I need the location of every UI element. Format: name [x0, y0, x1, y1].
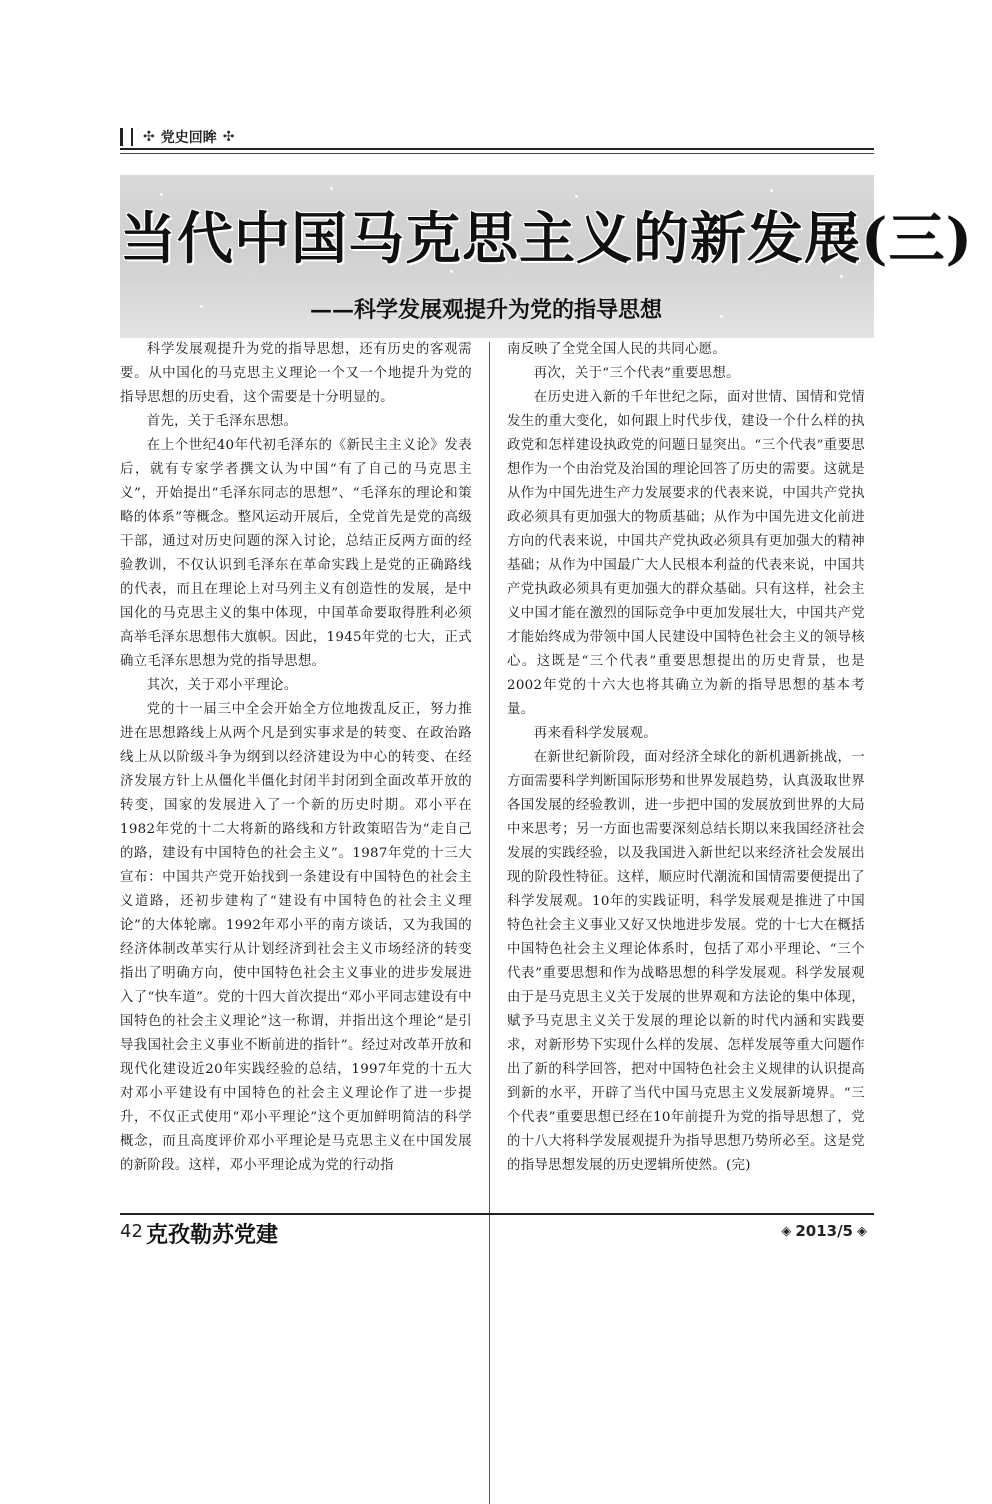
diamond-ornament-icon: ◈ [781, 1223, 792, 1239]
section-tag [120, 127, 234, 147]
article-column-left [120, 338, 472, 1178]
article-title: 当代中国马克思主义的新发展(三) [120, 206, 973, 272]
cross-ornament-icon: ✣ [143, 129, 155, 145]
header-rule-thin [120, 153, 874, 154]
paragraph: 南反映了全党全国人民的共同心愿。 [507, 342, 727, 357]
article-subtitle: ——科学发展观提升为党的指导思想 [310, 297, 663, 323]
header-rule [120, 148, 874, 150]
paragraph: 在历史进入新的千年世纪之际，面对世情、国情和党情发生的重大变化，如何跟上时代步伐，建设一个什么样的执政党和怎样建设执政党的问题日显突出。“三个代表”重要思想作为一个由治党及治国的理论回答了历史的需要。这就是从作为中国先进生产力发展要求的代表来说，中国共产党执政必须具有更加强大的物质基础；从作为中国先进文化前进方向的代表来说，中国共产党执政必须具有更加强大的精神基础；从作为中国最广大人民根本利益的代表来说，中国共产党执政必须具有更加强大的群众基础。只有这样，社会主义中国才能在激烈的国际竞争中更加发展壮大，中国共产党才能始终成为带领中国人民建设中国特色社会主义的领导核心。这既是“三个代表”重要思想提出的历史背景，也是2002年党的十六大也将其确立为新的指导思想的基本考量。 [507, 390, 865, 717]
section-label: 党史回眸 [160, 130, 217, 146]
title-banner [120, 175, 973, 338]
diamond-ornament-icon: ◈ [857, 1223, 867, 1239]
tag-bar-icon [120, 128, 123, 146]
paragraph: 其次，关于邓小平理论。 [146, 678, 298, 693]
page-number: 42 [120, 1221, 143, 1242]
paragraph: 在新世纪新阶段，面对经济全球化的新机遇新挑战，一方面需要科学判断国际形势和世界发展趋势，认真汲取世界各国发展的经验教训，进一步把中国的发展放到世界的大局中来思考；另一方面也需要深刻总结长期以来我国经济社会发展的实践经验，以及我国进入新世纪以来经济社会发展出现的阶段性特征。这样，顺应时代潮流和国情需要便提出了科学发展观。10年的实践证明，科学发展观是推进了中国特色社会主义事业又好又快地进步发展。党的十七大在概括中国特色社会主义理论体系时，包括了邓小平理论、“三个代表”重要思想和作为战略思想的科学发展观。科学发展观由于是马克思主义关于发展的世界观和方法论的集中体现，赋予马克思主义关于发展的理论以新的时代内涵和实践要求，对新形势下实现什么样的发展、怎样发展等重大问题作出了新的科学回答，把对中国特色社会主义规律的认识提高到新的水平，开辟了当代中国马克思主义发展新境界。“三个代表”重要思想已经在10年前提升为党的指导思想了，党的十八大将科学发展观提升为指导思想乃势所必至。这是党的指导思想发展的历史逻辑所使然。(完) [507, 750, 865, 1173]
issue-label [781, 1222, 867, 1240]
magazine-name: 克孜勒苏党建 [146, 1222, 279, 1248]
paragraph: 再次，关于“三个代表”重要思想。 [533, 366, 740, 381]
cross-ornament-icon: ✣ [222, 129, 235, 145]
footer-rule [120, 1213, 874, 1215]
article-column-right [507, 338, 865, 1178]
paragraph: 再来看科学发展观。 [533, 726, 658, 741]
column-divider [489, 342, 490, 1504]
tag-bar-icon [131, 128, 133, 146]
paragraph: 在上个世纪40年代初毛泽东的《新民主主义论》发表后，就有专家学者撰文认为中国“有了自己的马克思主义”，开始提出“毛泽东同志的思想”、“毛泽东的理论和策略的体系”等概念。整风运动开展后，全党首先是党的高级干部，通过对历史问题的深入讨论，总结正反两方面的经验教训，不仅认识到毛泽东在革命实践上是党的正确路线的代表，而且在理论上对马列主义有创造性的发展，是中国化的马克思主义的集中体现，中国革命要取得胜利必须高举毛泽东思想伟大旗帜。因此，1945年党的七大，正式确立毛泽东思想为党的指导思想。 [120, 438, 472, 669]
issue-number: 2013/5 [795, 1222, 853, 1240]
paragraph: 科学发展观提升为党的指导思想，还有历史的客观需要。从中国化的马克思主义理论一个又一个地提升为党的指导思想的历史看，这个需要是十分明显的。 [120, 342, 472, 405]
paragraph: 首先，关于毛泽东思想。 [146, 414, 298, 429]
paragraph: 党的十一届三中全会开始全方位地拨乱反正，努力推进在思想路线上从两个凡是到实事求是的转变、在政治路线上从以阶级斗争为纲到以经济建设为中心的转变、在经济发展方针上从僵化半僵化封闭半封闭到全面改革开放的转变，国家的发展进入了一个新的历史时期。邓小平在1982年党的十二大将新的路线和方针政策昭告为“走自己的路，建设有中国特色的社会主义”。1987年党的十三大宣布：中国共产党开始找到一条建设有中国特色的社会主义道路，还初步建构了“建设有中国特色的社会主义理论”的大体轮廓。1992年邓小平的南方谈话，又为我国的经济体制改革实行从计划经济到社会主义市场经济的转变指出了明确方向，使中国特色社会主义事业的进步发展进入了“快车道”。党的十四大首次提出“邓小平同志建设有中国特色的社会主义理论”这一称谓，并指出这个理论“是引导我国社会主义事业不断前进的指针”。经过对改革开放和现代化建设近20年实践经验的总结，1997年党的十五大对邓小平建设有中国特色的社会主义理论作了进一步提升，不仅正式使用“邓小平理论”这个更加鲜明简洁的科学概念，而且高度评价邓小平理论是马克思主义在中国发展的新阶段。这样，邓小平理论成为党的行动指 [120, 702, 472, 1173]
